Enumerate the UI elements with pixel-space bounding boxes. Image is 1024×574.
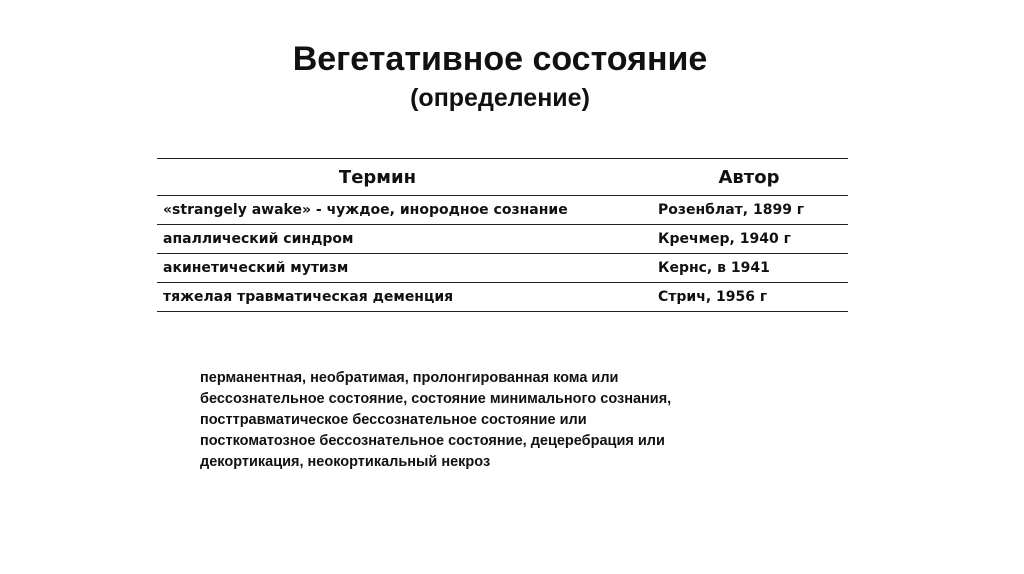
note-line: декортикация, неокортикальный некроз	[200, 454, 491, 470]
table-header-row	[157, 159, 848, 196]
term-cell: тяжелая травматическая деменция	[157, 283, 650, 312]
table-row	[157, 283, 848, 312]
table-row	[157, 225, 848, 254]
definition-note	[200, 368, 800, 473]
author-cell: Кречмер, 1940 г	[650, 225, 848, 254]
header-term: Термин	[157, 159, 650, 196]
author-cell: Розенблат, 1899 г	[650, 196, 848, 225]
note-line: бессознательное состояние, состояние минимального сознания,	[200, 391, 672, 407]
note-line: перманентная, необратимая, пролонгированная кома или	[200, 370, 619, 386]
terms-table	[157, 158, 848, 312]
note-line: посткоматозное бессознательное состояние, децеребрация или	[200, 433, 665, 449]
header-author: Автор	[650, 159, 848, 196]
term-cell: акинетический мутизм	[157, 254, 650, 283]
note-line: посттравматическое бессознательное состояние или	[200, 412, 587, 428]
author-cell: Кернс, в 1941	[650, 254, 848, 283]
author-cell: Стрич, 1956 г	[650, 283, 848, 312]
slide-title: Вегетативное состояние	[292, 40, 708, 78]
table-row	[157, 254, 848, 283]
table-row	[157, 196, 848, 225]
term-cell: апаллический синдром	[157, 225, 650, 254]
slide-subtitle: (определение)	[410, 84, 590, 112]
term-cell: «strangely awake» - чуждое, инородное сознание	[157, 196, 650, 225]
